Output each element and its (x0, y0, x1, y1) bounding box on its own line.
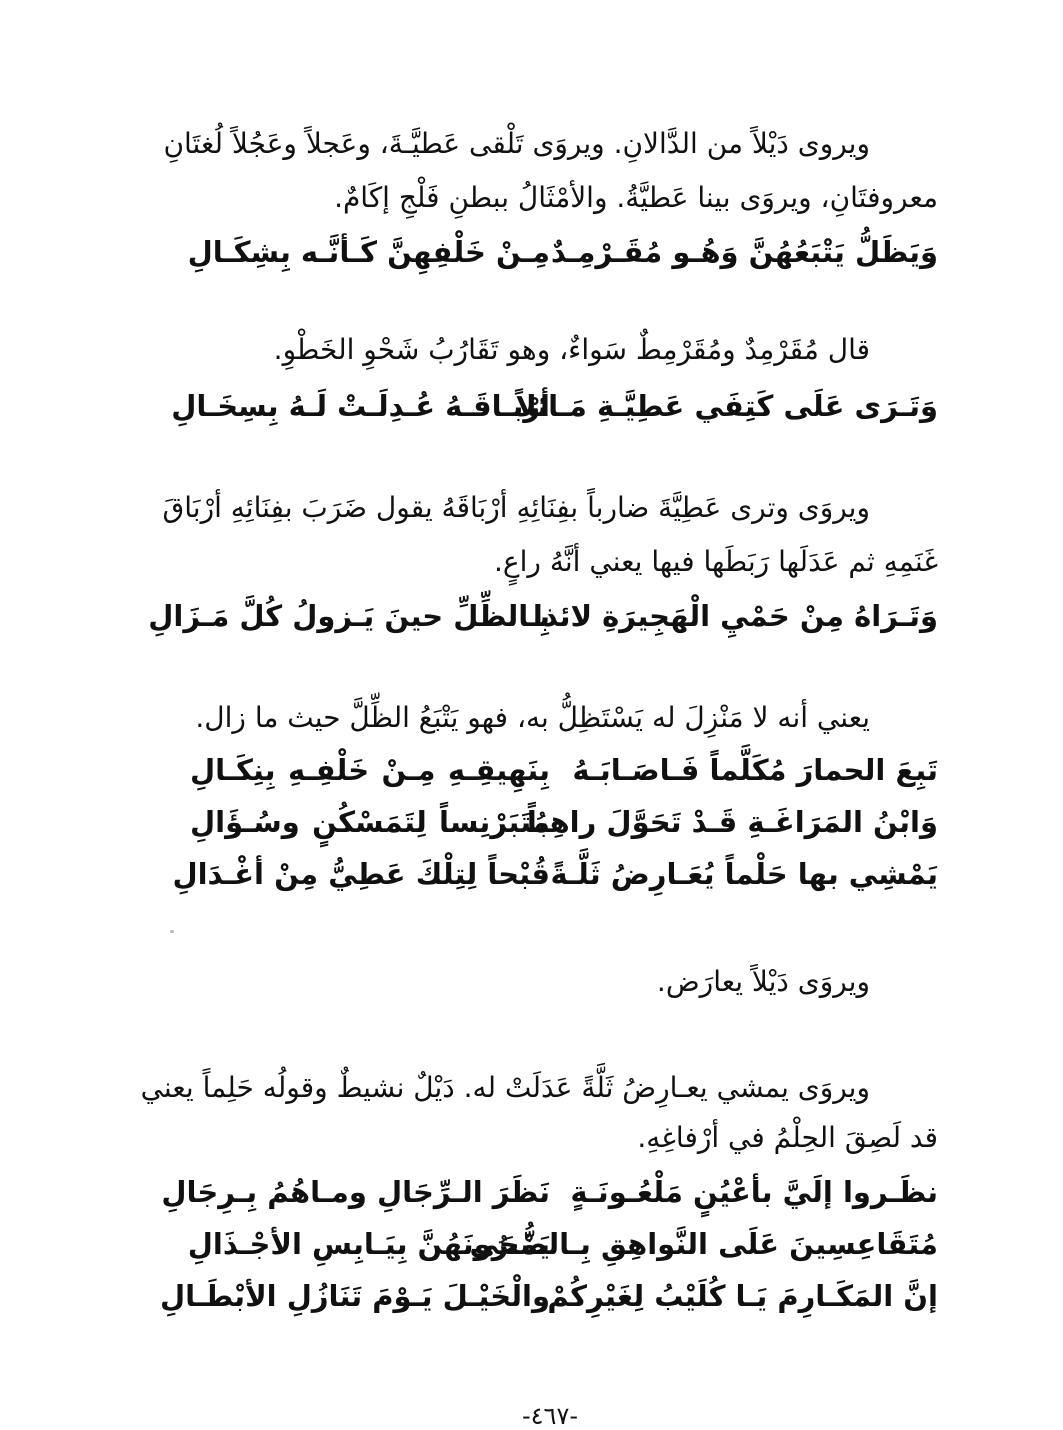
prose-line: قال مُقَرْمِدٌ ومُقَرْمِطٌ سَواءٌ، وهو تَقَارُبُ شَحْوِ الخَطْوِ. (273, 333, 870, 366)
verse-second-hemistich: قُبْحاً لِتِلْكَ عَطِيُّ مِنْ أغْـدَالِ (172, 857, 550, 891)
verse-line (187, 1222, 938, 1266)
verse-line (148, 594, 938, 638)
verse-first-hemistich: تَبِعَ الحمارَ مُكَلَّماً فَـاصَـابَـهُ (572, 753, 938, 787)
verse-second-hemistich: مُتَبَرْنِساً لِتَمَسْكُنٍ وسُـؤَالِ (190, 805, 550, 839)
prose-line: ويروَى يمشي يعـارِضُ ثَلَّةً عَدَلَتْ له. دَيْلٌ نشيطٌ وقولُه حَلِماً يعني (140, 1071, 870, 1104)
prose-line: ويروَى وترى عَطِيَّةَ ضارباً بفِنَائِهِ أرْبَاقَهُ يقول ضَرَبَ بفِنَائِهِ أرْبَاقَ (162, 491, 870, 524)
verse-second-hemistich: بِنَهِيقِـهِ مِـنْ خَلْفِـهِ بِنِكَـالِ (190, 753, 550, 787)
verse-line (172, 852, 938, 896)
prose-line: يعني أنه لا مَنْزِلَ له يَسْتَظِلُّ به، فهو يَتْبَعُ الظِّلَّ حيث ما زال. (195, 701, 870, 734)
verse-first-hemistich: يَمْشِي بها حَلْماً يُعَـارِضُ ثَلَّـةً (550, 857, 938, 891)
page-number: -٤٦٧- (521, 1402, 578, 1430)
verse-first-hemistich: وَابْنُ المَرَاغَـةِ قَـدْ تَحَوَّلَ راهِباً (526, 805, 938, 839)
verse-line (159, 1274, 938, 1318)
prose-line: قد لَصِقَ الحِلْمُ في أرْفاغِهِ. (637, 1121, 938, 1154)
verse-line (187, 230, 938, 274)
verse-first-hemistich: مُتَقَاعِسِينَ عَلَى النَّواهِقِ بِـالضُّحَى (469, 1227, 938, 1261)
prose-line: معروفتَانِ، ويروَى بينا عَطيَّةُ. والأمْثَالُ ببطنِ فَلْجِ إكَامٌ. (334, 181, 938, 214)
prose-line: ويروى دَيْلاً من الدَّالانِ. ويروَى تَلْقى عَطيَّـةَ، وعَجلاً وعَجُلاً لُغتَانِ (163, 127, 870, 160)
scan-smudge (170, 930, 174, 933)
verse-second-hemistich: نَظَرَ الـرِّجَالِ ومـاهُمُ بِـرِجَالِ (161, 1175, 550, 1209)
verse-second-hemistich: أرْبـاقَـهُ عُـدِلَـتْ لَـهُ بِسِخَـالِ (171, 389, 550, 423)
prose-line: ويروَى دَيْلاً يعارَض. (656, 965, 870, 998)
verse-second-hemistich: يَمْـرُونَهُنَّ بِيَـابِسِ الأجْـذَالِ (187, 1227, 550, 1261)
verse-first-hemistich: وَتَـرَاهُ مِنْ حَمْيِ الْهَجِيرَةِ لائذا (532, 599, 938, 633)
verse-first-hemistich: وَتَـرَى عَلَى كَتِفَي عَطِيَّـةِ مَـائلاً (515, 389, 938, 423)
verse-first-hemistich: وَيَظَلُّ يَتْبَعُهُنَّ وَهُـو مُقَـرْمِـدٌ (550, 235, 938, 269)
verse-second-hemistich: مِـنْ خَلْفِهِنَّ كَـأنَّـه بِشِكَـالِ (187, 235, 550, 269)
verse-second-hemistich: والْخَيْـلَ يَـوْمَ تَنَازُلِ الأبْطَـالِ (159, 1279, 550, 1313)
prose-line: غَنَمِهِ ثم عَدَلَها رَبَطَها فيها يعني أنَّهُ راعٍ. (494, 545, 938, 578)
verse-line (190, 800, 938, 844)
verse-second-hemistich: بِـالظِّلِّ حينَ يَـزولُ كُلَّ مَـزَالِ (148, 599, 550, 633)
verse-first-hemistich: نظَـروا إلَيَّ بأعْيُنٍ مَلْعُـونَـةٍ (570, 1175, 938, 1209)
verse-line (161, 1170, 938, 1214)
verse-line (171, 384, 938, 428)
verse-line (190, 748, 938, 792)
verse-first-hemistich: إنَّ المَكَـارِمَ يَـا كُلَيْبُ لِغَيْرِكُمْ (547, 1279, 938, 1313)
